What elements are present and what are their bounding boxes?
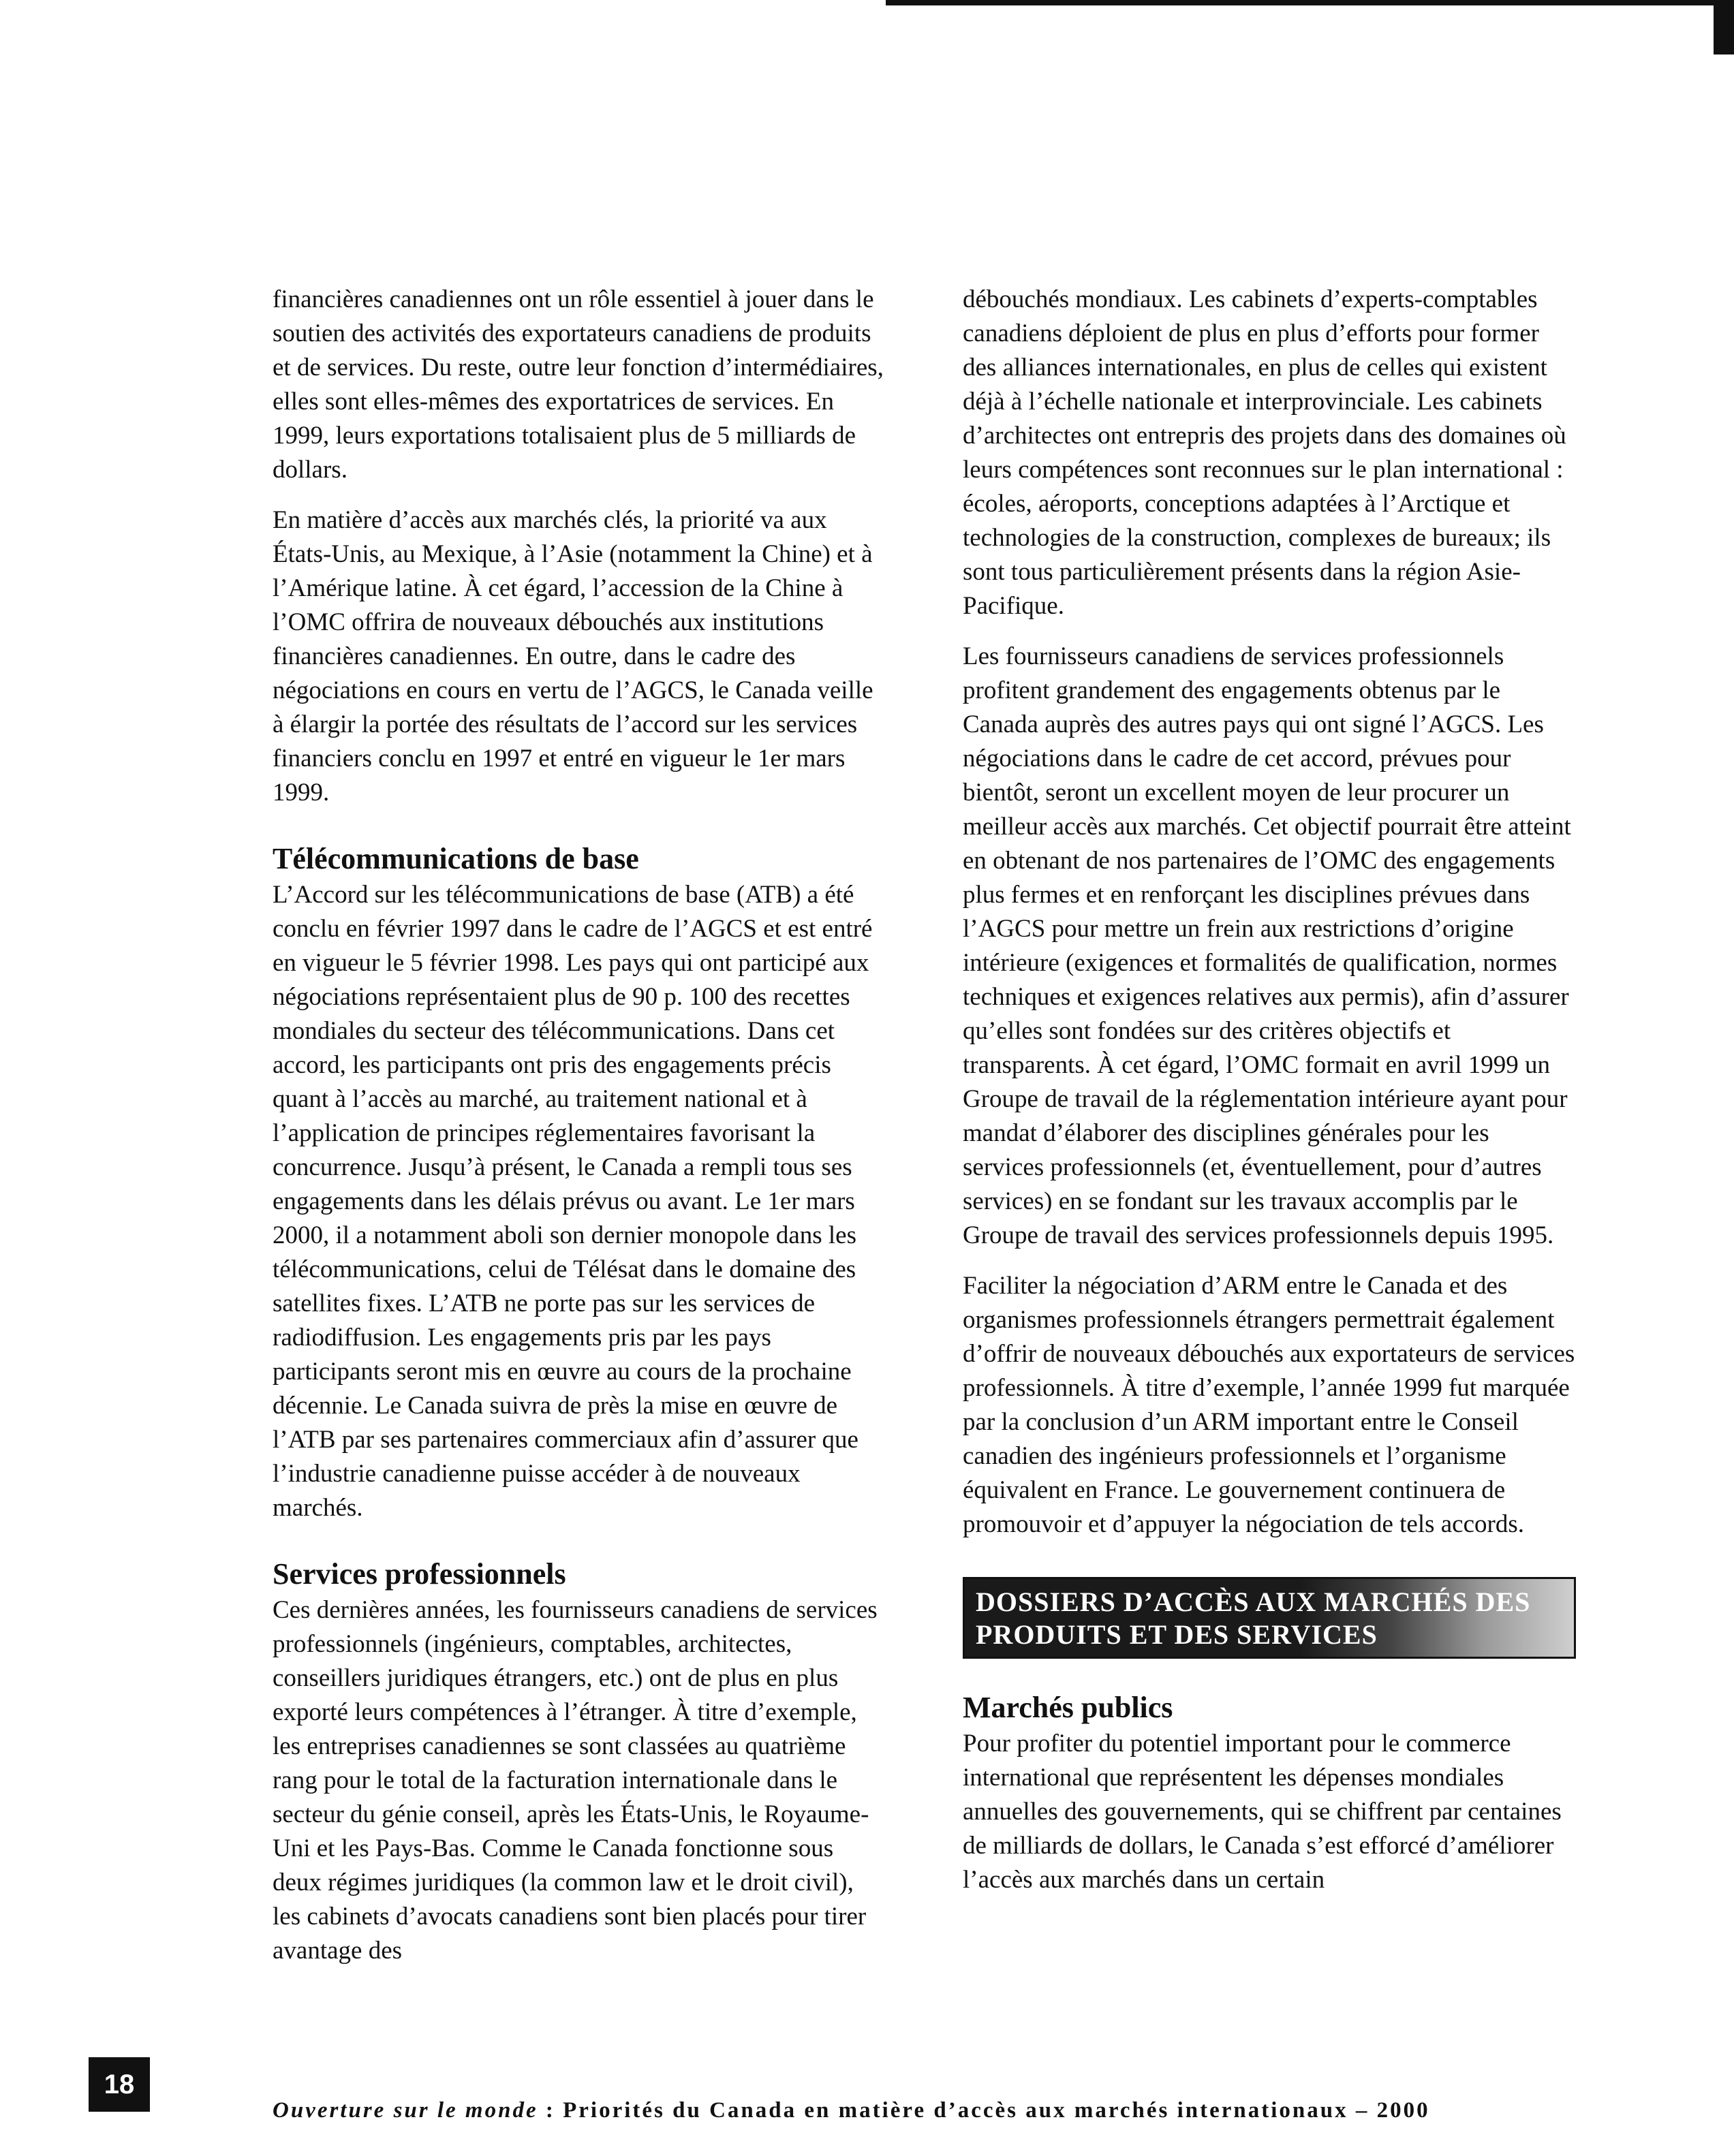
page-edge-mark [1714, 0, 1734, 54]
paragraph: Ces dernières années, les fournisseurs canadiens de services professionnels (ingénieurs, comptables, architectes, conseillers juridiques étrangers, etc.) ont de plus en plus exporté leurs compétences à l’étranger. À titre d’exemple, les entreprises canadiennes se sont classées au quatrième rang pour le total de la facturation internationale dans le secteur du génie conseil, après les États-Unis, le Royaume-Uni et les Pays-Bas. Comme le Canada fonctionne sous deux régimes juridiques (la common law et le droit civil), les cabinets d’avocats canadiens sont bien placés pour tirer avantage des [273, 1596, 878, 1965]
paragraph: En matière d’accès aux marchés clés, la priorité va aux États-Unis, au Mexique, à l’Asie (notamment la Chine) et à l’Amérique latine. À cet égard, l’accession de la Chine à l’OMC offrira de nouveaux débouchés aux institutions financières canadiennes. En outre, dans le cadre des négociations en cours en vertu de l’AGCS, le Canada veille à élargir la portée des résultats de l’accord sur les services financiers conclu en 1997 et entré en vigueur le 1er mars 1999. [273, 506, 873, 807]
paragraph: Les fournisseurs canadiens de services professionnels profitent grandement des engagements obtenus par le Canada auprès des autres pays qui ont signé l’AGCS. Les négociations dans le cadre de cet accord, prévues pour bientôt, seront un excellent moyen de leur procurer un meilleur accès aux marchés. Cet objectif pourrait être atteint en obtenant de nos partenaires de l’OMC des engagements plus fermes et en renforçant les disciplines prévues dans l’AGCS pour mettre un frein aux restrictions d’origine intérieure (exigences et formalités de qualification, normes techniques et exigences relatives aux permis), afin d’assurer qu’elles sont fondées sur des critères objectifs et transparents. À cet égard, l’OMC formait en avril 1999 un Groupe de travail de la réglementation intérieure ayant pour mandat d’élaborer des disciplines générales pour les services professionnels (et, éventuellement, pour d’autres services) en se fondant sur les travaux accomplis par le Groupe de travail des services professionnels depuis 1995. [963, 642, 1571, 1249]
paragraph: financières canadiennes ont un rôle essentiel à jouer dans le soutien des activités des exportateurs canadiens de produits et de services. Du reste, outre leur fonction d’intermédiaires, elles sont elles-mêmes des exportatrices de services. En 1999, leurs exportations totalisaient plus de 5 milliards de dollars. [273, 285, 884, 484]
section-banner [963, 1577, 1576, 1659]
section-heading-telecom: Télécommunications de base [273, 842, 639, 875]
top-rule [886, 0, 1734, 5]
left-column [273, 283, 886, 1984]
running-footer [273, 2098, 1567, 2123]
footer-title-italic: Ouverture sur le monde [273, 2098, 538, 2123]
footer-title-rest: : Priorités du Canada en matière d’accès aux marchés internationaux – 2000 [538, 2098, 1430, 2123]
banner-line: DOSSIERS D’ACCÈS AUX MARCHÉS DES [976, 1587, 1531, 1617]
paragraph: Pour profiter du potentiel important pour le commerce international que représentent les dépenses mondiales annuelles des gouvernements, qui se chiffrent par centaines de milliards de dollars, le Canada s’est efforcé d’améliorer l’accès aux marchés dans un certain [963, 1730, 1562, 1894]
paragraph: L’Accord sur les télécommunications de base (ATB) a été conclu en février 1997 dans le cadre de l’AGCS et est entré en vigueur le 5 février 1998. Les pays qui ont participé aux négociations représentaient plus de 90 p. 100 des recettes mondiales du secteur des télécommunications. Dans cet accord, les participants ont pris des engagements précis quant à l’accès au marché, au traitement national et à l’application de principes réglementaires favorisant la concurrence. Jusqu’à présent, le Canada a rempli tous ses engagements dans les délais prévus ou avant. Le 1er mars 2000, il a notamment aboli son dernier monopole dans les télécommunications, celui de Télésat dans le domaine des satellites fixes. L’ATB ne porte pas sur les services de radiodiffusion. Les engagements pris par les pays participants seront mis en œuvre au cours de la prochaine décennie. Le Canada suivra de près la mise en œuvre de l’ATB par ses partenaires commerciaux afin d’assurer que l’industrie canadienne puisse accéder à de nouveaux marchés. [273, 881, 873, 1522]
paragraph: débouchés mondiaux. Les cabinets d’experts-comptables canadiens déploient de plus en plus d’efforts pour former des alliances internationales, en plus de celles qui existent déjà à l’échelle nationale et interprovinciale. Les cabinets d’architectes ont entrepris des projets dans des domaines où leurs compétences sont reconnues sur le plan international : écoles, aéroports, conceptions adaptées à l’Arctique et technologies de la construction, complexes de bureaux; ils sont tous particulièrement présents dans la région Asie-Pacifique. [963, 285, 1566, 620]
page-number: 18 [89, 2057, 150, 2112]
paragraph: Faciliter la négociation d’ARM entre le Canada et des organismes professionnels étrangers permettrait également d’offrir de nouveaux débouchés aux exportateurs de services professionnels. À titre d’exemple, l’année 1999 fut marquée par la conclusion d’un ARM important entre le Conseil canadien des ingénieurs professionnels et l’organisme équivalent en France. Le gouvernement continuera de promouvoir et d’appuyer la négociation de tels accords. [963, 1272, 1575, 1538]
section-heading-marches: Marchés publics [963, 1691, 1173, 1724]
right-column [963, 283, 1576, 1913]
section-heading-services: Services professionnels [273, 1557, 566, 1591]
banner-line: PRODUITS ET DES SERVICES [976, 1619, 1378, 1650]
